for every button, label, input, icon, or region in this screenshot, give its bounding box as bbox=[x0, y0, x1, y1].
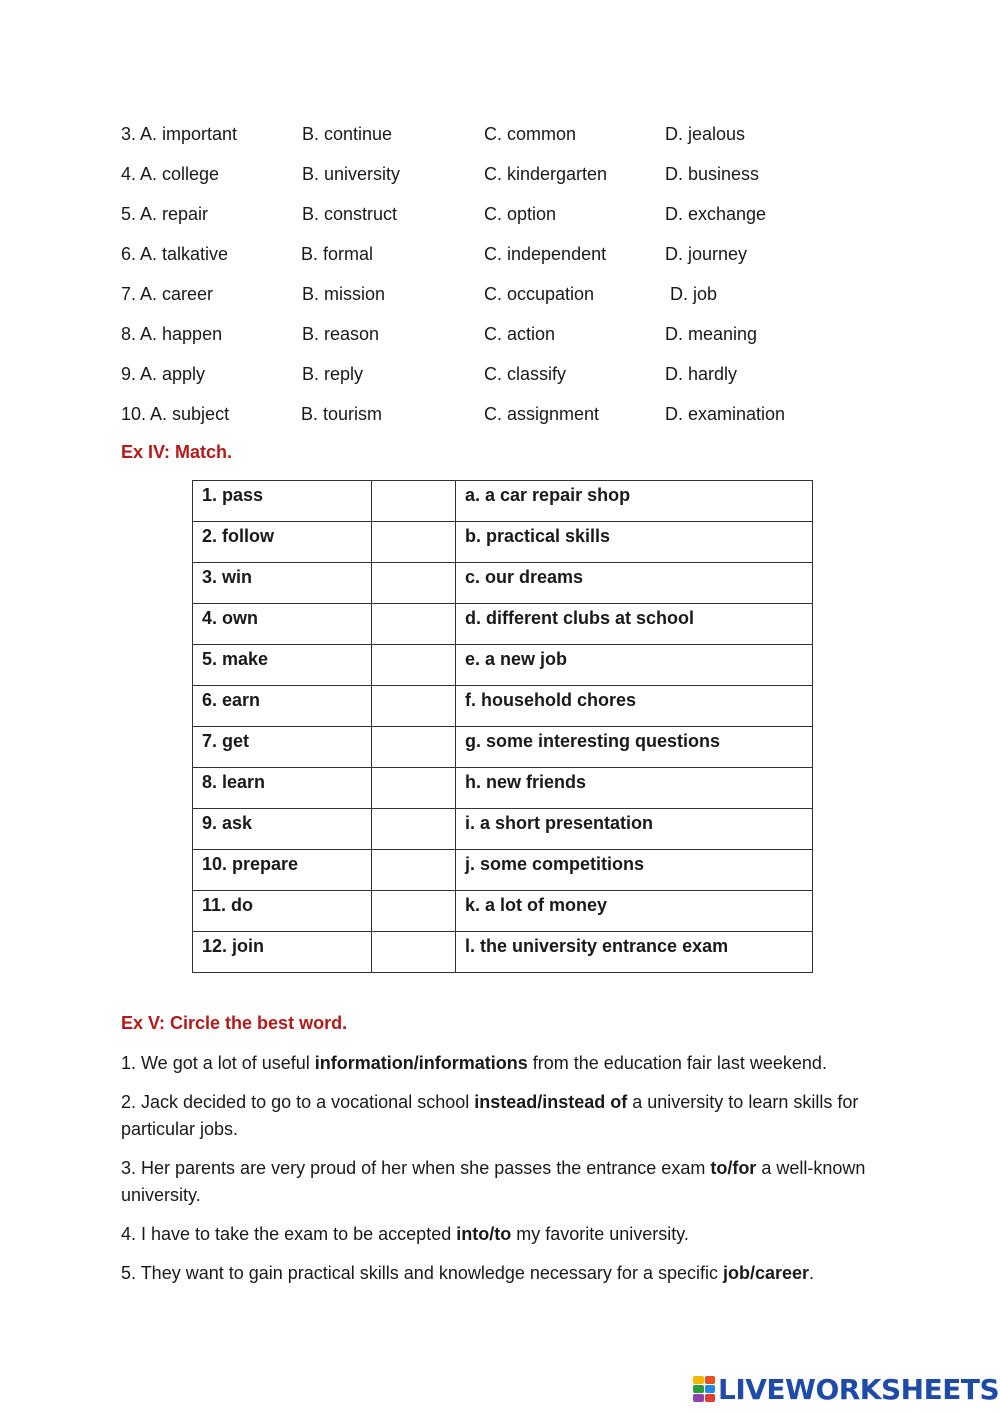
choice-words[interactable]: to/for bbox=[710, 1158, 757, 1178]
mcq-option: B. reason bbox=[302, 324, 380, 344]
mcq-row bbox=[121, 158, 881, 198]
logo-tile bbox=[693, 1394, 704, 1402]
logo-text: LIVEWORKSHEETS bbox=[718, 1372, 1000, 1406]
match-phrase: l. the university entrance exam bbox=[456, 932, 813, 973]
mcq-option: D. business bbox=[665, 164, 760, 184]
mcq-row bbox=[121, 198, 881, 238]
table-row bbox=[193, 850, 813, 891]
match-phrase: b. practical skills bbox=[456, 522, 813, 563]
match-answer-cell[interactable] bbox=[372, 686, 456, 727]
mcq-option: D. exchange bbox=[665, 204, 767, 224]
choice-words[interactable]: job/career bbox=[722, 1263, 810, 1283]
liveworksheets-logo-icon bbox=[693, 1376, 715, 1402]
table-row bbox=[193, 768, 813, 809]
ex4-heading: Ex IV: Match. bbox=[121, 442, 233, 462]
mcq-option: 3. A. important bbox=[121, 124, 238, 144]
mcq-option: B. construct bbox=[302, 204, 398, 224]
table-row bbox=[193, 645, 813, 686]
mcq-option: 10. A. subject bbox=[121, 404, 230, 424]
match-answer-cell[interactable] bbox=[372, 522, 456, 563]
sentence-text: 5. They want to gain practical skills and knowledge necessary for a specific bbox=[121, 1263, 723, 1283]
mcq-option: 9. A. apply bbox=[121, 364, 206, 384]
mcq-option: D. meaning bbox=[665, 324, 758, 344]
mcq-option: B. formal bbox=[301, 244, 374, 264]
match-phrase: e. a new job bbox=[456, 645, 813, 686]
match-answer-cell[interactable] bbox=[372, 481, 456, 522]
mcq-option: B. reply bbox=[302, 364, 364, 384]
liveworksheets-logo bbox=[693, 1372, 999, 1406]
sentence bbox=[121, 1221, 891, 1248]
sentence-text: 3. Her parents are very proud of her when she passes the entrance exam bbox=[121, 1158, 711, 1178]
mcq-row bbox=[121, 118, 881, 158]
logo-tile bbox=[705, 1376, 716, 1384]
sentence-text: a well-known university. bbox=[121, 1158, 866, 1205]
mcq-option: B. university bbox=[302, 164, 401, 184]
sentence-text: 2. Jack decided to go to a vocational school bbox=[121, 1092, 475, 1112]
table-row bbox=[193, 932, 813, 973]
match-verb: 2. follow bbox=[193, 522, 372, 563]
mcq-option: C. common bbox=[484, 124, 577, 144]
match-verb: 6. earn bbox=[193, 686, 372, 727]
match-phrase: f. household chores bbox=[456, 686, 813, 727]
table-row bbox=[193, 809, 813, 850]
logo-tile bbox=[705, 1394, 716, 1402]
table-row bbox=[193, 481, 813, 522]
table-row bbox=[193, 522, 813, 563]
mcq-row bbox=[121, 318, 881, 358]
sentence bbox=[121, 1260, 891, 1287]
mcq-option: D. journey bbox=[665, 244, 748, 264]
match-verb: 1. pass bbox=[193, 481, 372, 522]
sentence-text: a university to learn skills for particular jobs. bbox=[121, 1092, 859, 1139]
match-verb: 7. get bbox=[193, 727, 372, 768]
mcq-row bbox=[121, 278, 881, 318]
mcq-option: 8. A. happen bbox=[121, 324, 223, 344]
match-phrase: g. some interesting questions bbox=[456, 727, 813, 768]
mcq-row bbox=[121, 238, 881, 278]
match-phrase: d. different clubs at school bbox=[456, 604, 813, 645]
table-row bbox=[193, 727, 813, 768]
match-verb: 8. learn bbox=[193, 768, 372, 809]
match-verb: 4. own bbox=[193, 604, 372, 645]
mcq-option: C. kindergarten bbox=[484, 164, 608, 184]
sentence bbox=[121, 1089, 891, 1143]
table-row bbox=[193, 563, 813, 604]
table-row bbox=[193, 686, 813, 727]
match-answer-cell[interactable] bbox=[372, 932, 456, 973]
match-verb: 10. prepare bbox=[193, 850, 372, 891]
mcq-option: C. occupation bbox=[484, 284, 595, 304]
sentence bbox=[121, 1050, 891, 1077]
match-answer-cell[interactable] bbox=[372, 809, 456, 850]
sentence-text: from the education fair last weekend. bbox=[527, 1053, 827, 1073]
match-phrase: h. new friends bbox=[456, 768, 813, 809]
mcq-row bbox=[121, 398, 881, 438]
logo-tile bbox=[693, 1376, 704, 1384]
match-phrase: k. a lot of money bbox=[456, 891, 813, 932]
table-row bbox=[193, 891, 813, 932]
choice-words[interactable]: instead/instead of bbox=[474, 1092, 628, 1112]
mcq-option: C. assignment bbox=[484, 404, 600, 424]
match-phrase: a. a car repair shop bbox=[456, 481, 813, 522]
sentence-text: 4. I have to take the exam to be accepted bbox=[121, 1224, 457, 1244]
table-row bbox=[193, 604, 813, 645]
mcq-option: 4. A. college bbox=[121, 164, 220, 184]
sentence-text: 1. We got a lot of useful bbox=[121, 1053, 315, 1073]
mcq-option: D. hardly bbox=[665, 364, 738, 384]
ex5-heading: Ex V: Circle the best word. bbox=[121, 1013, 348, 1033]
mcq-option: D. jealous bbox=[665, 124, 746, 144]
match-answer-cell[interactable] bbox=[372, 891, 456, 932]
sentence-text: . bbox=[809, 1263, 815, 1283]
logo-tile bbox=[705, 1385, 716, 1393]
match-phrase: c. our dreams bbox=[456, 563, 813, 604]
mcq-option: C. action bbox=[484, 324, 556, 344]
mcq-option: B. mission bbox=[302, 284, 386, 304]
match-answer-cell[interactable] bbox=[372, 645, 456, 686]
sentence bbox=[121, 1155, 891, 1209]
match-verb: 5. make bbox=[193, 645, 372, 686]
mcq-option: C. classify bbox=[484, 364, 567, 384]
mcq-option: B. continue bbox=[302, 124, 393, 144]
mcq-option: B. tourism bbox=[301, 404, 383, 424]
choice-words[interactable]: into/to bbox=[456, 1224, 512, 1244]
ex5-sentences bbox=[121, 1050, 891, 1299]
mcq-option: C. independent bbox=[484, 244, 607, 264]
match-phrase: j. some competitions bbox=[456, 850, 813, 891]
mcq-option: D. examination bbox=[665, 404, 786, 424]
match-verb: 9. ask bbox=[193, 809, 372, 850]
match-answer-cell[interactable] bbox=[372, 850, 456, 891]
match-answer-cell[interactable] bbox=[372, 604, 456, 645]
match-verb: 12. join bbox=[193, 932, 372, 973]
mcq-option: 6. A. talkative bbox=[121, 244, 229, 264]
sentence-text: my favorite university. bbox=[511, 1224, 689, 1244]
mcq-row bbox=[121, 358, 881, 398]
match-answer-cell[interactable] bbox=[372, 563, 456, 604]
mcq-option: 7. A. career bbox=[121, 284, 214, 304]
match-table bbox=[192, 480, 813, 973]
mcq-option: C. option bbox=[484, 204, 557, 224]
mcq-option: 5. A. repair bbox=[121, 204, 209, 224]
mcq-option: D. job bbox=[665, 284, 718, 304]
match-answer-cell[interactable] bbox=[372, 768, 456, 809]
mcq-list bbox=[121, 118, 881, 438]
match-phrase: i. a short presentation bbox=[456, 809, 813, 850]
match-answer-cell[interactable] bbox=[372, 727, 456, 768]
match-verb: 11. do bbox=[193, 891, 372, 932]
match-verb: 3. win bbox=[193, 563, 372, 604]
choice-words[interactable]: information/informations bbox=[314, 1053, 528, 1073]
logo-tile bbox=[693, 1385, 704, 1393]
